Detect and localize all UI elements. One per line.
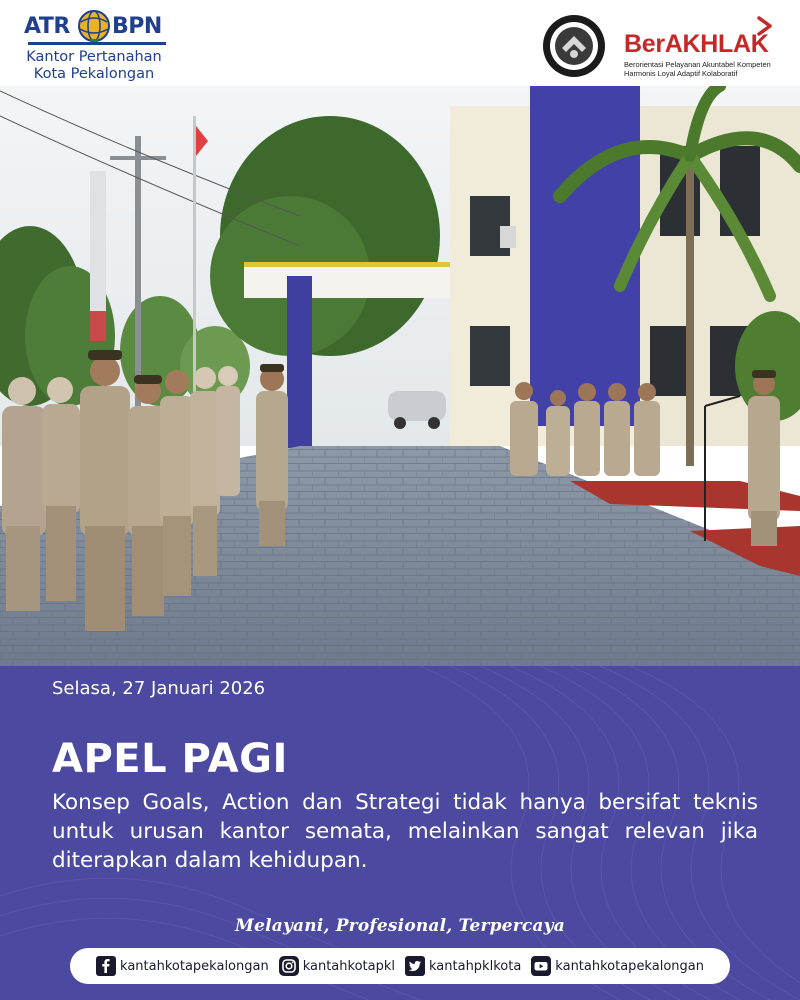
berakhlak-title: BerAKHLAK (624, 30, 769, 58)
instagram-icon (279, 956, 299, 976)
header (0, 0, 800, 86)
zona-integritas-badge-icon (542, 14, 606, 78)
twitter-icon (405, 956, 425, 976)
post-date: Selasa, 27 Januari 2026 (52, 678, 266, 699)
atr-text: ATR (24, 14, 70, 39)
morning-assembly-illustration (0, 86, 800, 666)
social-label: kantahkotapekalongan (120, 958, 269, 974)
social-label: kantahpklkota (429, 958, 522, 974)
office-name-line1: Kantor Pertanahan (26, 49, 162, 65)
social-media-bar (70, 948, 730, 984)
social-youtube[interactable] (531, 956, 704, 976)
ceremony-photo (0, 86, 800, 666)
bpn-text: BPN (112, 14, 162, 39)
info-panel (0, 666, 800, 1000)
motto-tagline: Melayani, Profesional, Terpercaya (235, 916, 565, 936)
globe-icon (76, 8, 112, 46)
atr-bpn-logo (20, 8, 170, 80)
office-name-line2: Kota Pekalongan (33, 66, 155, 82)
social-label: kantahkotapkl (302, 958, 395, 974)
berakhlak-logo (618, 16, 798, 76)
post-body: Konsep Goals, Action dan Strategi tidak hanya bersifat teknis untuk urusan kantor semata, melainkan sangat relevan jika diterapkan dalam kehidupan. (52, 790, 758, 873)
logo-underline (28, 42, 166, 45)
youtube-icon (531, 956, 551, 976)
berakhlak-tagline-2: Harmonis Loyal Adaptif Kolaboratif (624, 69, 738, 78)
social-twitter[interactable] (405, 956, 521, 976)
social-facebook[interactable] (96, 956, 269, 976)
berakhlak-tagline-1: Berorientasi Pelayanan Akuntabel Kompeten (624, 60, 771, 69)
social-label: kantahkotapekalongan (555, 958, 704, 974)
post-title: APEL PAGI (52, 736, 288, 782)
social-instagram[interactable] (279, 956, 395, 976)
facebook-icon (96, 956, 116, 976)
